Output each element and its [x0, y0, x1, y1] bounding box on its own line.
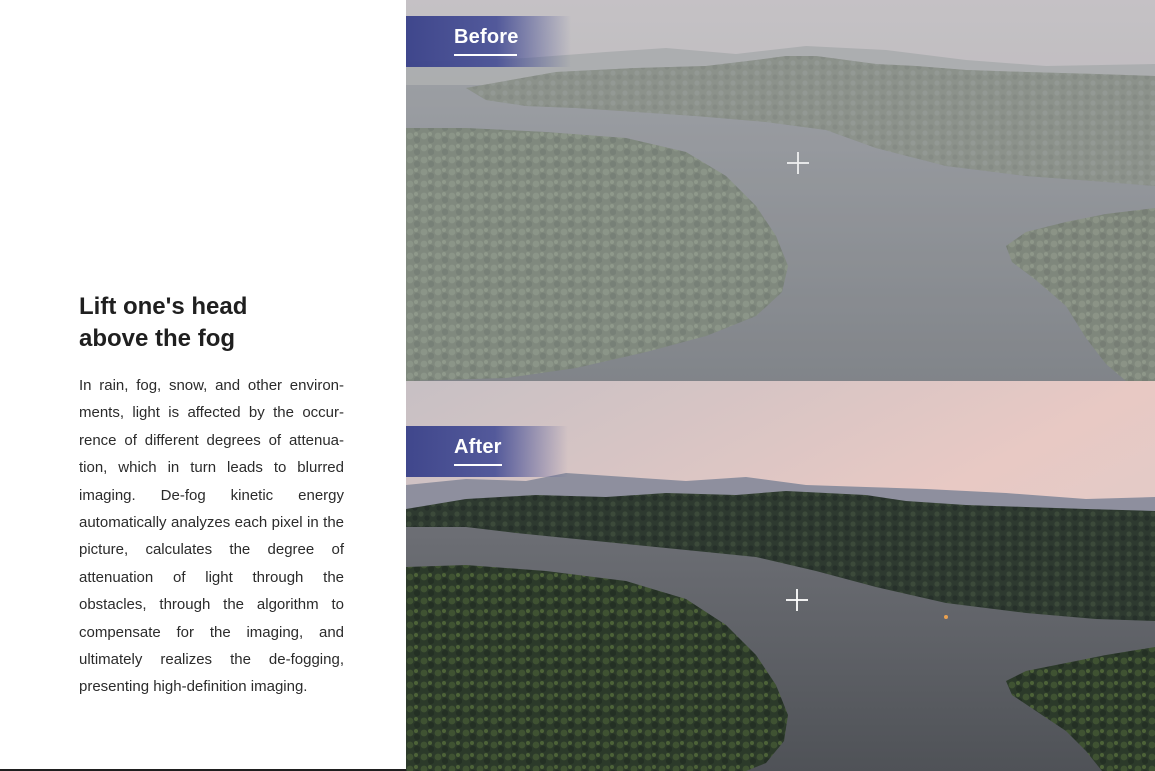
headline-line-1: Lift one's head	[79, 293, 248, 320]
crosshair-icon	[786, 589, 808, 611]
after-label-tag	[406, 426, 568, 477]
body-paragraph: In rain, fog, snow, and other environ-ments, light is affected by the occur-rence of different degrees of attenua-tion, which in turn leads to blurred imaging. De-fog kinetic energy automatically analyzes each pixel in the picture, calculates the degree of attenuation of light through the obstacles, through the algorithm to compensate for the imaging, and ultimately realizes the de-fogging, presenting high-definition imaging.	[79, 377, 344, 696]
after-image-panel	[406, 381, 1155, 771]
before-label-tag	[406, 16, 571, 67]
before-label: Before	[454, 26, 519, 48]
text-column	[0, 0, 406, 771]
before-image-panel	[406, 0, 1155, 381]
headline-line-2: above the fog	[79, 325, 236, 352]
after-label-underline	[454, 464, 502, 466]
headline	[79, 291, 379, 355]
crosshair-icon	[787, 152, 809, 174]
before-label-underline	[454, 54, 517, 56]
after-label: After	[454, 436, 502, 458]
